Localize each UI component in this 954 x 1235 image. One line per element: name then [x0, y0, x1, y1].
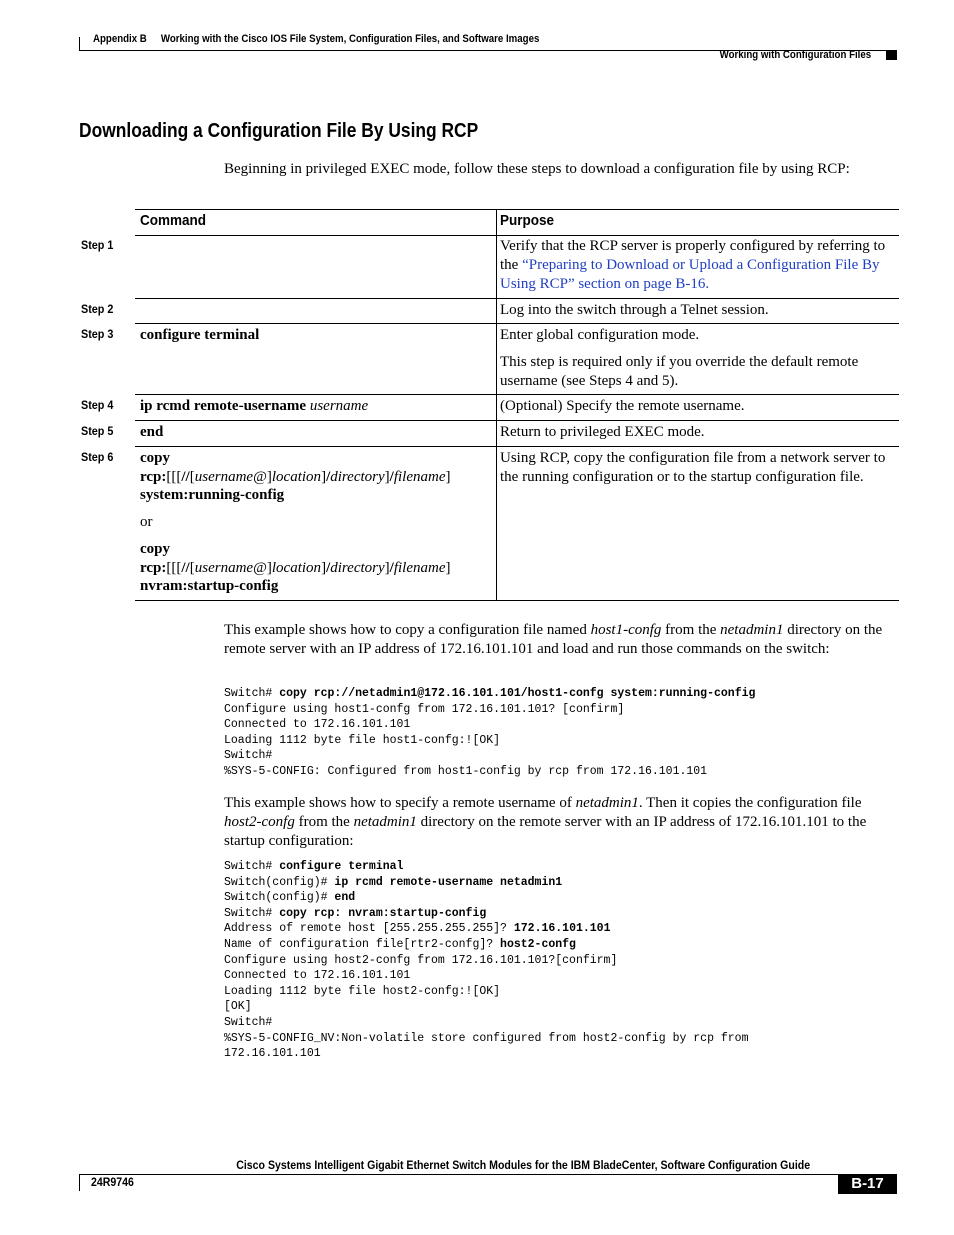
code-line: [224, 999, 749, 1015]
syntax-bracket: ]: [445, 559, 451, 576]
row-rule: [135, 420, 899, 421]
example-text: directory on the remote server with an IP address of 172.16.101.101 to the startup configuration:: [224, 814, 867, 849]
section-header: Working with Configuration Files: [719, 49, 871, 61]
document-number: 24R9746: [91, 1175, 134, 1189]
step-label: Step 4: [81, 398, 114, 412]
code-line: [224, 1015, 749, 1031]
code-line: [224, 921, 749, 937]
page-number: B-17: [838, 1174, 897, 1194]
code-line: [224, 875, 749, 891]
example-text: from the: [294, 814, 354, 830]
syntax-slash: //: [181, 559, 190, 576]
step-command: [140, 326, 490, 345]
step-label: Step 6: [81, 450, 114, 464]
command-argument: directory: [330, 559, 385, 576]
step-purpose: Log into the switch through a Telnet session.: [500, 302, 769, 318]
code-line: [224, 859, 749, 875]
example-username: netadmin1: [575, 795, 639, 811]
code-line: [224, 984, 749, 1000]
code-line: [224, 968, 749, 984]
command-argument: username: [194, 468, 254, 485]
command-keyword: copy: [140, 541, 170, 557]
syntax-bracket: ]: [321, 468, 327, 485]
command-argument: filename: [393, 559, 446, 576]
step-command-running: [140, 449, 490, 505]
cross-reference-link[interactable]: “Preparing to Download or Upload a Configuration File By Using RCP” section on page B-16.: [500, 257, 880, 292]
code-line: [224, 953, 749, 969]
code-output: Switch(config)#: [224, 875, 335, 889]
code-output: %SYS-5-CONFIG: Configured from host1-config by rcp from 172.16.101.101: [224, 764, 708, 778]
command-keyword: ip rcmd remote-username: [140, 398, 307, 414]
code-user-input: configure terminal: [279, 860, 404, 873]
chapter-title: Working with the Cisco IOS File System, Configuration Files, and Software Images: [160, 33, 540, 45]
code-output: Configure using host2-confg from 172.16.101.101?[confirm]: [224, 953, 618, 967]
command-keyword: nvram:startup-config: [140, 578, 279, 594]
code-user-input: ip rcmd remote-username netadmin1: [334, 875, 563, 889]
code-line: [224, 937, 749, 953]
step-purpose: [500, 237, 896, 294]
step-command-startup: [140, 540, 490, 596]
command-keyword: end: [140, 424, 164, 440]
step-command: [140, 423, 490, 442]
command-keyword: rcp:: [140, 468, 167, 485]
row-rule: [135, 394, 899, 395]
code-output: Switch#: [224, 860, 280, 873]
code-user-input: host2-confg: [500, 937, 576, 951]
command-argument: location: [271, 559, 322, 576]
syntax-bracket: [: [189, 559, 195, 576]
command-keyword: copy: [140, 450, 170, 466]
syntax-bracket: ]: [266, 559, 272, 576]
step-purpose-text: Verify that the RCP server is properly configured by referring to the: [500, 238, 886, 273]
code-output: Switch#: [224, 1015, 273, 1029]
table-header-rule: [135, 235, 899, 236]
command-argument: directory: [330, 468, 385, 485]
step-purpose: Return to privileged EXEC mode.: [500, 424, 705, 440]
code-output: Loading 1112 byte file host1-confg:![OK]: [224, 733, 501, 747]
code-output: Connected to 172.16.101.101: [224, 969, 411, 983]
table-column-divider: [496, 209, 497, 601]
code-user-input: copy rcp: nvram:startup-config: [279, 906, 487, 920]
example-text: This example shows how to specify a remote username of: [224, 795, 576, 811]
step-command-or: or: [140, 514, 153, 530]
example-filename: host1-confg: [590, 622, 662, 638]
syntax-at: @: [253, 559, 267, 576]
example-text: from the: [661, 622, 721, 638]
step-purpose: Using RCP, copy the configuration file from a network server to the running configuration or to the startup configuration file.: [500, 450, 886, 485]
row-rule: [135, 446, 899, 447]
header-left-bar: [79, 37, 80, 51]
step-label: Step 3: [81, 327, 114, 341]
column-header-purpose: Purpose: [500, 212, 555, 229]
command-argument: filename: [393, 468, 446, 485]
header-block-marker: [886, 51, 897, 60]
table-top-rule: [135, 209, 899, 210]
code-output: Configure using host1-confg from 172.16.101.101? [confirm]: [224, 702, 625, 716]
command-keyword: system:running-config: [140, 487, 285, 503]
syntax-bracket: ]: [384, 468, 390, 485]
step-label: Step 2: [81, 302, 114, 316]
syntax-at: @: [253, 468, 267, 485]
code-line: [224, 890, 749, 906]
code-output: Address of remote host [255.255.255.255]?: [224, 922, 514, 936]
syntax-slash: /: [326, 559, 331, 576]
code-user-input: copy rcp://netadmin1@172.16.101.101/host1-confg system:running-config: [279, 687, 756, 700]
code-line: [224, 733, 755, 749]
syntax-bracket: [[[: [166, 468, 182, 485]
code-output: Switch#: [224, 687, 280, 700]
example1-paragraph: [224, 621, 900, 659]
code-line: [224, 686, 755, 702]
code-line: [224, 764, 755, 780]
code-output: %SYS-5-CONFIG_NV:Non-volatile store configured from host2-config by rcp from: [224, 1031, 749, 1045]
example-text: . Then it copies the configuration file: [638, 795, 862, 811]
syntax-bracket: ]: [384, 559, 390, 576]
code-output: Loading 1112 byte file host2-confg:![OK]: [224, 984, 501, 998]
step-purpose: Enter global configuration mode.: [500, 327, 700, 343]
code-user-input: 172.16.101.101: [513, 922, 611, 936]
example-filename: host2-confg: [224, 814, 295, 830]
code-output: [OK]: [224, 1000, 252, 1014]
code-line: [224, 702, 755, 718]
syntax-bracket: [: [189, 468, 195, 485]
running-header: [93, 33, 539, 45]
step-purpose: (Optional) Specify the remote username.: [500, 398, 745, 414]
code-output: 172.16.101.101: [224, 1047, 321, 1061]
code-output: Switch(config)#: [224, 891, 335, 905]
code-line: [224, 1031, 749, 1047]
footer-rule: [79, 1174, 897, 1175]
code-line: [224, 748, 755, 764]
column-header-command: Command: [140, 212, 207, 229]
command-argument: username: [309, 398, 369, 414]
example-text: This example shows how to copy a configuration file named: [224, 622, 591, 638]
section-title: Downloading a Configuration File By Using RCP: [79, 120, 479, 142]
step-purpose-note: This step is required only if you override the default remote username (see Steps 4 and 5).: [500, 354, 859, 389]
command-argument: location: [271, 468, 322, 485]
syntax-slash: /: [389, 468, 394, 485]
intro-paragraph: Beginning in privileged EXEC mode, follow these steps to download a configuration file by using RCP:: [224, 161, 850, 177]
syntax-bracket: ]: [321, 559, 327, 576]
syntax-bracket: ]: [266, 468, 272, 485]
appendix-label: Appendix B: [93, 33, 147, 45]
syntax-slash: /: [326, 468, 331, 485]
code-output: Switch#: [224, 749, 273, 763]
step-label: Step 1: [81, 238, 114, 252]
table-bottom-rule: [135, 600, 899, 601]
example-text: directory on the remote server with an IP address of 172.16.101.101 and load and run those commands on the switch:: [224, 622, 883, 657]
command-keyword: rcp:: [140, 559, 167, 576]
code-example-1: [224, 686, 755, 780]
row-rule: [135, 323, 899, 324]
code-line: [224, 717, 755, 733]
code-output: Connected to 172.16.101.101: [224, 718, 411, 732]
syntax-slash: //: [181, 468, 190, 485]
syntax-bracket: ]: [445, 468, 451, 485]
code-user-input: end: [334, 891, 356, 905]
example2-paragraph: [224, 794, 900, 851]
footer-left-bar: [79, 1174, 80, 1191]
command-keyword: configure terminal: [140, 327, 260, 343]
step-label: Step 5: [81, 424, 114, 438]
code-output: Name of configuration file[rtr2-confg]?: [224, 937, 501, 951]
footer-title: Cisco Systems Intelligent Gigabit Ethernet Switch Modules for the IBM BladeCenter, Software Configuration Guide: [236, 1158, 810, 1172]
code-line: [224, 906, 749, 922]
example-directory: netadmin1: [720, 622, 784, 638]
row-rule: [135, 298, 899, 299]
step-command: [140, 397, 490, 416]
code-output: Switch#: [224, 906, 280, 920]
command-argument: username: [194, 559, 254, 576]
code-line: [224, 1046, 749, 1062]
syntax-slash: /: [389, 559, 394, 576]
code-example-2: [224, 859, 749, 1062]
syntax-bracket: [[[: [166, 559, 182, 576]
example-directory: netadmin1: [353, 814, 417, 830]
